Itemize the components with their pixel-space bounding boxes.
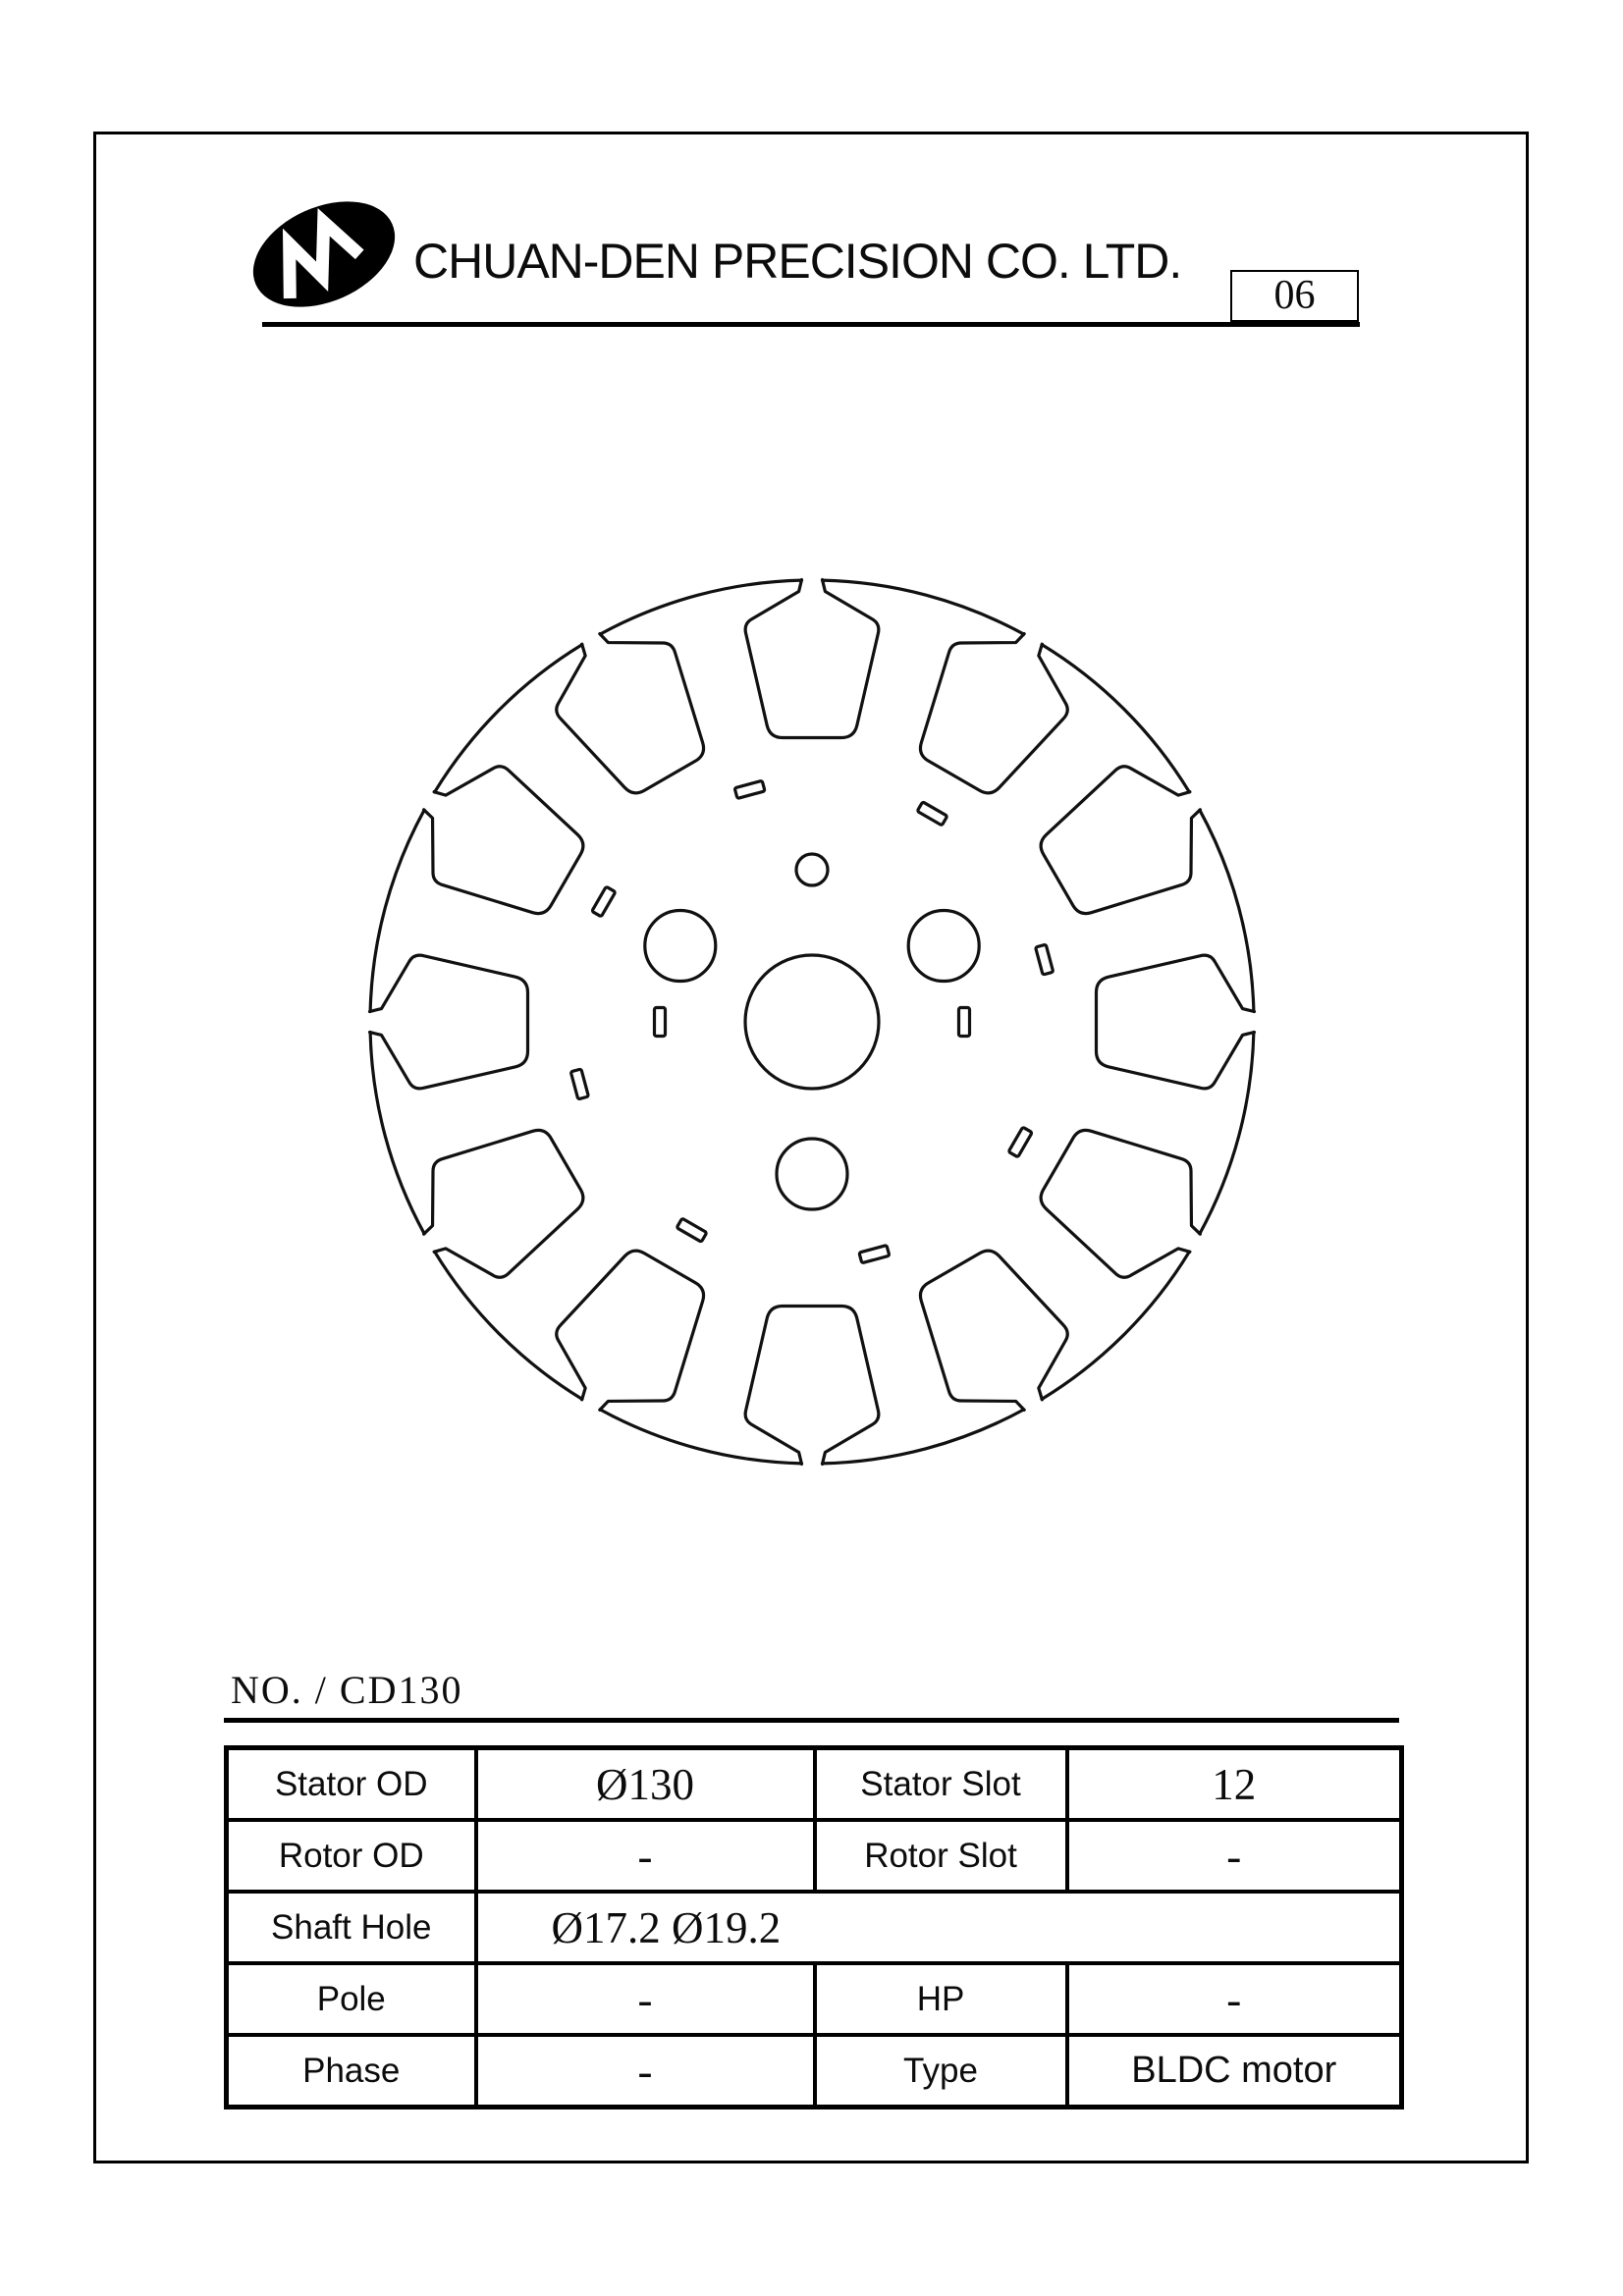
rivet-hole — [777, 1139, 847, 1209]
index-slit — [655, 1008, 666, 1037]
spec-label: Rotor OD — [227, 1820, 476, 1892]
index-slit — [1008, 1127, 1032, 1157]
spec-value: - — [476, 2035, 815, 2108]
stator-slot — [396, 743, 599, 937]
index-slit — [959, 1008, 970, 1037]
stator-slot — [533, 1235, 728, 1438]
shaft-hole — [745, 955, 879, 1089]
stator-slot — [745, 580, 879, 738]
rivet-hole — [645, 911, 716, 982]
table-row — [227, 1820, 1402, 1892]
spec-value: - — [1067, 1820, 1402, 1892]
stator-slot — [370, 955, 528, 1089]
spec-label: Stator Slot — [815, 1748, 1067, 1821]
spec-label: HP — [815, 1963, 1067, 2035]
spec-value: - — [476, 1820, 815, 1892]
index-slit — [676, 1218, 707, 1242]
spec-value: BLDC motor — [1067, 2035, 1402, 2108]
index-slit — [1036, 944, 1054, 975]
inner-index-slits — [655, 1008, 970, 1037]
spec-value: - — [1067, 1963, 1402, 2035]
table-row — [227, 1748, 1402, 1821]
part-number-rule — [224, 1718, 1399, 1723]
spec-value: 12 — [1067, 1748, 1402, 1821]
stator-slot — [396, 1106, 599, 1301]
index-slit — [917, 802, 947, 826]
index-slit — [592, 886, 616, 917]
page-number: 06 — [1273, 273, 1316, 318]
stator-slot — [896, 606, 1091, 809]
stator-lamination-drawing — [351, 561, 1273, 1483]
spec-label: Pole — [227, 1963, 476, 2035]
pilot-hole — [796, 854, 828, 885]
company-logo-icon — [248, 194, 400, 314]
spec-value: Ø130 — [476, 1748, 815, 1821]
stator-slot — [745, 1307, 879, 1465]
header-rule — [262, 322, 1360, 327]
stator-slot — [1097, 955, 1255, 1089]
index-slit — [734, 780, 765, 798]
stator-slot — [896, 1235, 1091, 1438]
rivet-hole — [908, 911, 979, 982]
spec-value: Ø17.2 Ø19.2 — [476, 1892, 1402, 1963]
spec-label: Stator OD — [227, 1748, 476, 1821]
stator-slots — [370, 580, 1255, 1465]
spec-value: - — [476, 1963, 815, 2035]
index-slit — [859, 1246, 890, 1263]
spec-label: Shaft Hole — [227, 1892, 476, 1963]
page-number-box — [1230, 270, 1359, 322]
table-row — [227, 1892, 1402, 1963]
part-number-heading: NO. / CD130 — [231, 1668, 463, 1712]
company-name: CHUAN-DEN PRECISION CO. LTD. — [413, 234, 1182, 289]
table-row — [227, 1963, 1402, 2035]
stator-slot — [1025, 1106, 1228, 1301]
index-slit — [570, 1069, 588, 1099]
spec-label: Type — [815, 2035, 1067, 2108]
stator-slot — [1025, 743, 1228, 937]
stator-slot — [533, 606, 728, 809]
spec-label: Rotor Slot — [815, 1820, 1067, 1892]
spec-table — [224, 1745, 1404, 2109]
table-row — [227, 2035, 1402, 2108]
spec-label: Phase — [227, 2035, 476, 2108]
stator-outer-rim — [351, 561, 1273, 1483]
